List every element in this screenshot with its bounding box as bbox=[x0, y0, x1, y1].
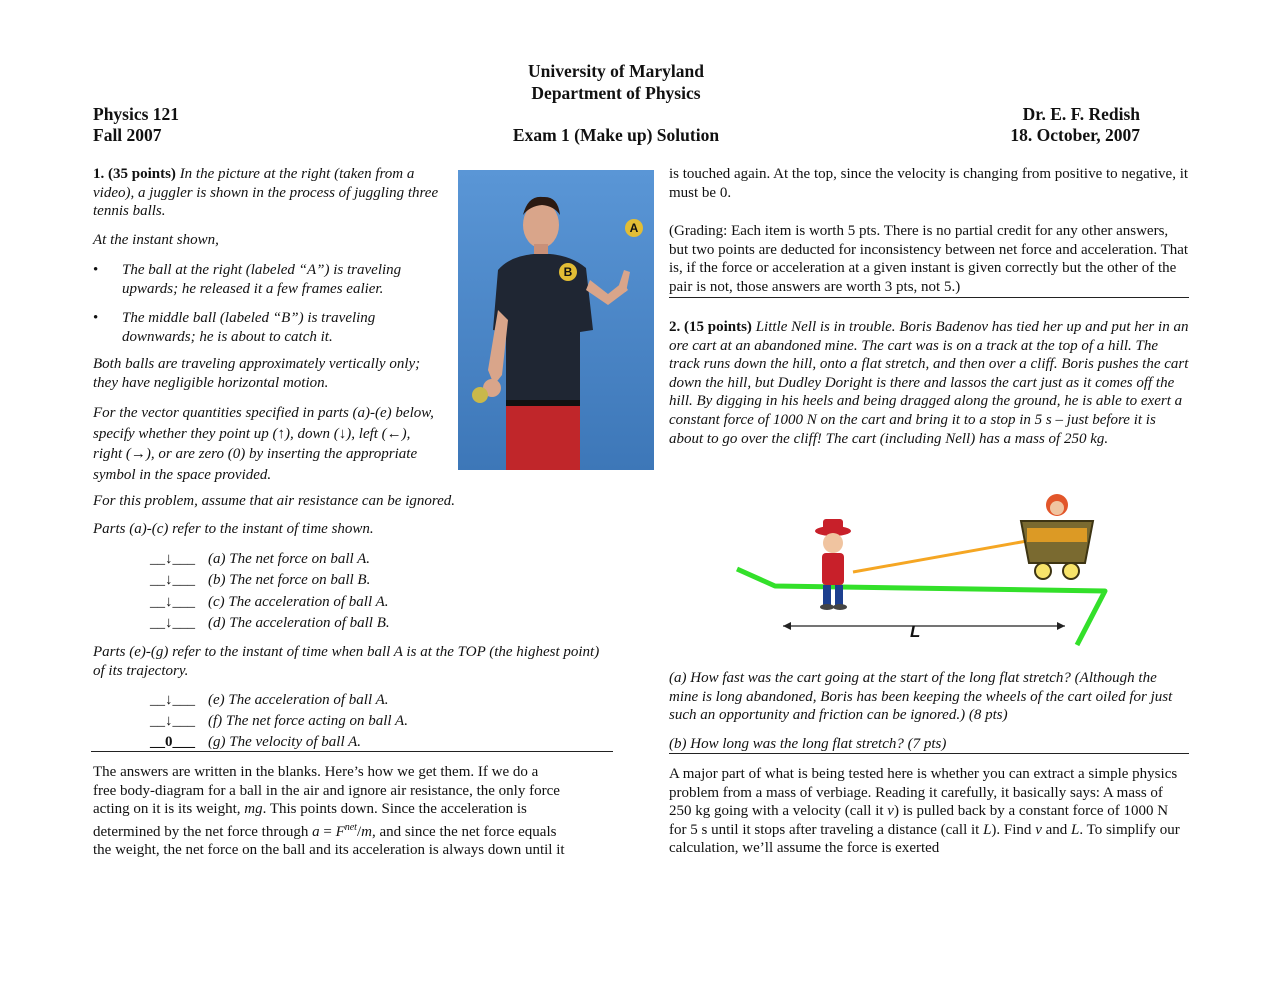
q1-intro bbox=[93, 165, 445, 221]
juggler-illustration bbox=[458, 170, 654, 470]
cart-track-illustration bbox=[735, 483, 1120, 651]
q2-text bbox=[669, 318, 1189, 448]
q2-number: 2. (15 points) bbox=[669, 319, 752, 335]
bullet-list bbox=[93, 261, 445, 346]
answer-blank: __↓___ bbox=[150, 593, 195, 610]
answer-row bbox=[150, 690, 500, 711]
answer-row bbox=[150, 613, 500, 634]
solution-line: free body-diagram for a ball in the air and ignore air resistance, the only force bbox=[93, 782, 560, 799]
parts-ac-intro: Parts (a)-(c) refer to the instant of time shown. bbox=[93, 521, 374, 537]
q1-number: 1. (35 points) bbox=[93, 166, 176, 182]
course-name: Physics 121 bbox=[93, 104, 180, 124]
q2-solution: A major part of what is being tested here is whether you can extract a simple physics problem from a mass of verbiage. Reading it carefully, it basically says: A mass of 250 kg going with a velocity (call it v) is pulled back by a constant force of 1000 N for 5 s until it stops after traveling a distance (call it L). Find v and L. To simplify our calculation, we’ll assume the force is exerted bbox=[669, 766, 1180, 857]
solution-line: acting on it is its weight, mg. This points down. Since the acceleration is bbox=[93, 801, 527, 818]
q2-part-a: (a) How fast was the cart going at the start of the long flat stretch? (Although the mine is long abandoned, Boris has been keeping the wheels of the cart oiled for just such an opportunity and friction can be ignored.) (8 pts) bbox=[669, 670, 1173, 724]
answer-blank: __0___ bbox=[150, 734, 195, 750]
answer-row bbox=[150, 592, 500, 613]
solution-line: the weight, the net force on the ball and its acceleration is always down until it bbox=[93, 842, 565, 859]
q1-instant: At the instant shown, bbox=[93, 232, 219, 248]
answer-label: (g) The velocity of ball A. bbox=[208, 734, 362, 750]
bullet-item-a bbox=[93, 261, 445, 298]
solution-line: The answers are written in the blanks. Here’s how we get them. If we do a bbox=[93, 764, 539, 780]
air-resistance-note: For this problem, assume that air resistance can be ignored. bbox=[93, 493, 456, 509]
university-name: University of Maryland bbox=[528, 61, 704, 81]
vector-instructions: For the vector quantities specified in parts (a)-(e) below, specify whether they point up (↑), down (↓), left (←), right (→), or are zero (0) by inserting the appropriate symbol in the space provided. bbox=[93, 405, 434, 483]
answer-blank: __↓___ bbox=[150, 551, 195, 567]
answer-label: (e) The acceleration of ball A. bbox=[208, 692, 389, 708]
exam-date: 18. October, 2007 bbox=[1010, 125, 1140, 145]
solution-line: determined by the net force through $a = F^{net}/m$, and since the net force equals bbox=[93, 821, 557, 840]
department-name: Department of Physics bbox=[531, 83, 701, 103]
answer-label: (f) The net force acting on ball A. bbox=[208, 713, 408, 729]
answer-blank: __↓___ bbox=[150, 692, 195, 708]
section-rule bbox=[91, 751, 613, 752]
answers-eg bbox=[150, 690, 500, 753]
parts-eg-intro: Parts (e)-(g) refer to the instant of time when ball A is at the TOP (the highest point) of its trajectory. bbox=[93, 644, 600, 679]
bullet-a-text: The ball at the right (labeled “A”) is traveling upwards; he released it a few frames ealier. bbox=[122, 262, 402, 297]
bullet-item-b bbox=[93, 309, 445, 346]
answer-row bbox=[150, 711, 500, 732]
section-rule bbox=[669, 753, 1189, 754]
q2-body: Little Nell is in trouble. Boris Badenov has tied her up and put her in an ore cart at an abandoned mine. The cart was is on a track at the top of a hill. The track runs down the hill, onto a flat stretch, and then over a cliff. Boris pushes the cart down the hill, but Dudley Doright is there and lassos the cart just as it comes off the hill. By digging in his heels and being dragged along the ground, he is able to exert a constant force of 1000 N on the cart and bring it to a stop in 5 s – just before it is about to go over the cliff! The cart (including Nell) has a mass of 250 kg. bbox=[669, 319, 1189, 447]
length-label: L bbox=[910, 622, 921, 641]
q1-solution bbox=[93, 763, 613, 860]
instructor: Dr. E. F. Redish bbox=[1022, 104, 1140, 124]
ball-a-label: A bbox=[629, 221, 639, 235]
q1-intro-text: In the picture at the right (taken from a video), a juggler is shown in the process of juggling three tennis balls. bbox=[93, 166, 439, 220]
grading-note: (Grading: Each item is worth 5 pts. There is no partial credit for any other answers, but two points are deducted for inconsistency between net force and acceleration. That is, if the force or acceleration at a given instant is given correctly but the other of the pair is not, those answers are worth 3 pts, not 5.) bbox=[669, 223, 1189, 295]
q2-part-b: (b) How long was the long flat stretch? (7 pts) bbox=[669, 736, 947, 752]
answer-blank: __↓___ bbox=[150, 614, 195, 631]
answer-label: (c) The acceleration of ball A. bbox=[208, 593, 389, 610]
bullet-dot: • bbox=[93, 262, 99, 278]
answer-blank: __↓___ bbox=[150, 572, 195, 589]
answer-label: (d) The acceleration of ball B. bbox=[208, 614, 390, 631]
exam-title: Exam 1 (Make up) Solution bbox=[512, 125, 720, 145]
ball-b-label: B bbox=[563, 265, 573, 279]
q1-continuation: is touched again. At the top, since the velocity is changing from positive to negative, it must be 0. bbox=[669, 166, 1189, 201]
answer-row bbox=[150, 732, 500, 753]
bullet-dot: • bbox=[93, 310, 99, 327]
answer-label: (a) The net force on ball A. bbox=[208, 551, 371, 567]
answer-label: (b) The net force on ball B. bbox=[208, 572, 371, 589]
juggler-photo bbox=[458, 170, 654, 470]
answer-row bbox=[150, 570, 500, 591]
section-rule bbox=[669, 297, 1189, 298]
bullet-b-text: The middle ball (labeled “B”) is traveling downwards; he is about to catch it. bbox=[122, 310, 376, 345]
term: Fall 2007 bbox=[93, 125, 162, 145]
cart-figure bbox=[735, 483, 1120, 651]
both-balls-text: Both balls are traveling approximately vertically only; they have negligible horizontal motion. bbox=[93, 356, 421, 391]
answer-row bbox=[150, 549, 500, 570]
answer-blank: __↓___ bbox=[150, 713, 195, 729]
answers-ad bbox=[150, 549, 500, 634]
